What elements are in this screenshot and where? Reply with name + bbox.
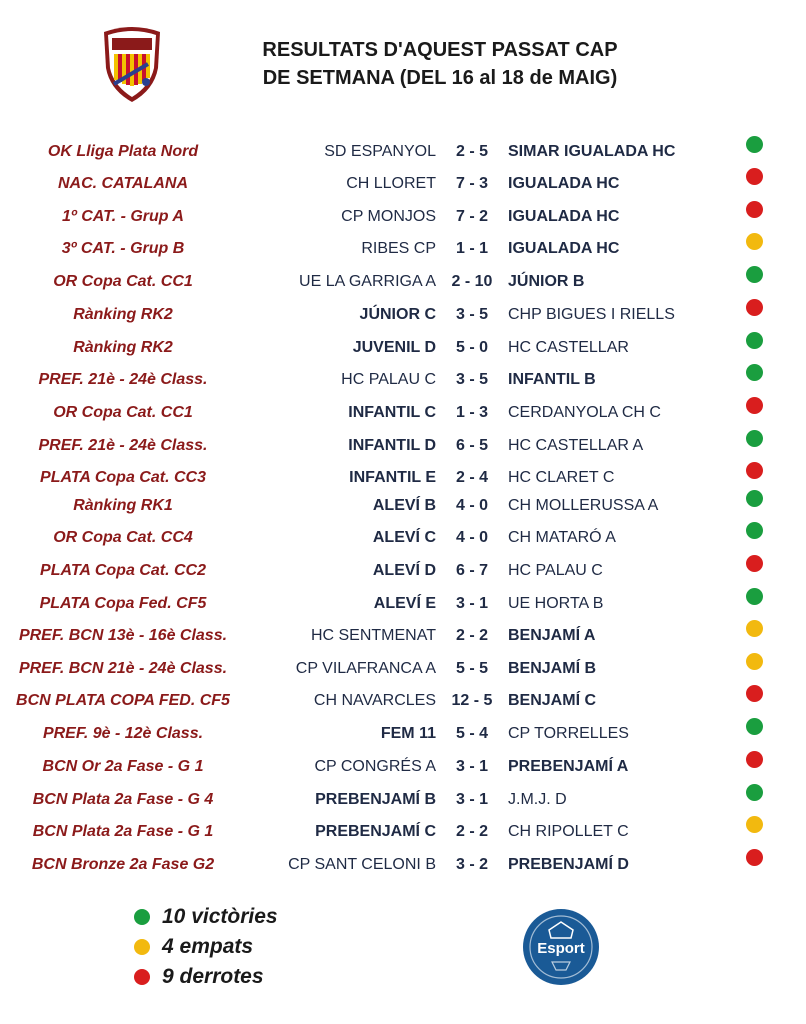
competition-label: BCN PLATA COPA FED. CF5 <box>16 692 230 709</box>
result-dot-icon <box>746 332 763 349</box>
score: 3 - 1 <box>455 791 488 808</box>
result-dot-icon <box>746 233 763 250</box>
red-dot-icon <box>134 969 150 985</box>
score: 2 - 2 <box>455 627 488 644</box>
score: 6 - 5 <box>455 437 488 454</box>
away-team: CHP BIGUES I RIELLS <box>508 306 675 323</box>
home-team: FEM 11 <box>380 725 436 742</box>
result-row <box>0 555 806 587</box>
away-team: HC CASTELLAR <box>508 339 629 356</box>
away-team: CP TORRELLES <box>508 725 629 742</box>
result-row <box>0 620 806 652</box>
home-team: ALEVÍ D <box>372 562 436 579</box>
competition-label: 1º CAT. - Grup A <box>62 208 184 225</box>
green-dot-icon <box>134 909 150 925</box>
legend-losses-label: 9 derrotes <box>162 965 264 988</box>
home-team: CP VILAFRANCA A <box>295 660 436 677</box>
home-team: JUVENIL D <box>352 339 436 356</box>
result-dot-icon <box>746 685 763 702</box>
result-dot-icon <box>746 588 763 605</box>
competition-label: PREF. BCN 13è - 16è Class. <box>18 627 228 644</box>
result-row <box>0 397 806 429</box>
yellow-dot-icon <box>134 939 150 955</box>
score: 3 - 5 <box>455 371 488 388</box>
score: 3 - 1 <box>455 758 488 775</box>
result-dot-icon <box>746 620 763 637</box>
competition-label: BCN Plata 2a Fase - G 1 <box>32 823 214 840</box>
competition-label: PREF. 21è - 24è Class. <box>38 371 208 388</box>
away-team: J.M.J. D <box>508 791 567 808</box>
result-dot-icon <box>746 849 763 866</box>
esport-logo <box>522 908 600 986</box>
page-title <box>200 36 680 92</box>
score: 5 - 0 <box>455 339 488 356</box>
esport-logo-text: Esport <box>537 940 585 957</box>
competition-label: BCN Or 2a Fase - G 1 <box>42 758 204 775</box>
home-team: ALEVÍ B <box>372 497 436 514</box>
away-team: IGUALADA HC <box>508 175 620 192</box>
home-team: RIBES CP <box>361 240 436 257</box>
result-row <box>0 168 806 200</box>
home-team: CH LLORET <box>346 175 436 192</box>
competition-label: OR Copa Cat. CC1 <box>53 404 193 421</box>
away-team: CERDANYOLA CH C <box>508 404 661 421</box>
home-team: PREBENJAMÍ B <box>315 791 436 808</box>
result-dot-icon <box>746 784 763 801</box>
competition-label: 3º CAT. - Grup B <box>61 240 185 257</box>
away-team: BENJAMÍ C <box>508 692 597 709</box>
result-row <box>0 653 806 685</box>
away-team: SIMAR IGUALADA HC <box>508 143 676 160</box>
result-row <box>0 136 806 168</box>
competition-label: NAC. CATALANA <box>57 175 189 192</box>
score: 5 - 5 <box>455 660 488 677</box>
home-team: HC SENTMENAT <box>310 627 436 644</box>
result-dot-icon <box>746 816 763 833</box>
result-dot-icon <box>746 266 763 283</box>
result-dot-icon <box>746 299 763 316</box>
result-row <box>0 718 806 750</box>
away-team: UE HORTA B <box>508 595 604 612</box>
home-team: JÚNIOR C <box>359 306 436 323</box>
away-team: CH MOLLERUSSA A <box>508 497 659 514</box>
score: 3 - 1 <box>455 595 488 612</box>
away-team: CH MATARÓ A <box>508 529 616 546</box>
score: 3 - 5 <box>455 306 488 323</box>
home-team: PREBENJAMÍ C <box>315 823 436 840</box>
result-dot-icon <box>746 653 763 670</box>
legend-draws-label: 4 empats <box>162 935 254 958</box>
competition-label: PREF. 21è - 24è Class. <box>38 437 208 454</box>
score: 7 - 2 <box>455 208 488 225</box>
result-row <box>0 784 806 816</box>
result-dot-icon <box>746 751 763 768</box>
score: 2 - 2 <box>455 823 488 840</box>
home-team: INFANTIL E <box>349 469 436 486</box>
home-team: INFANTIL D <box>348 437 436 454</box>
result-dot-icon <box>746 430 763 447</box>
result-dot-icon <box>746 490 763 507</box>
home-team: ALEVÍ C <box>372 529 436 546</box>
score: 12 - 5 <box>451 692 493 709</box>
title-line-2: DE SETMANA (DEL 16 al 18 de MAIG) <box>262 67 618 89</box>
score: 1 - 1 <box>455 240 488 257</box>
competition-label: BCN Bronze 2a Fase G2 <box>31 856 215 873</box>
score: 2 - 4 <box>455 469 488 486</box>
score: 6 - 7 <box>455 562 488 579</box>
away-team: JÚNIOR B <box>508 273 585 290</box>
score: 2 - 5 <box>455 143 488 160</box>
competition-label: PLATA Copa Cat. CC2 <box>40 562 206 579</box>
result-dot-icon <box>746 397 763 414</box>
away-team: IGUALADA HC <box>508 208 620 225</box>
home-team: CP SANT CELONI B <box>288 856 436 873</box>
competition-label: OR Copa Cat. CC1 <box>53 273 193 290</box>
club-crest-logo <box>96 24 168 104</box>
result-row <box>0 522 806 554</box>
away-team: CH RIPOLLET C <box>508 823 629 840</box>
result-row <box>0 751 806 783</box>
home-team: INFANTIL C <box>348 404 436 421</box>
result-dot-icon <box>746 136 763 153</box>
home-team: UE LA GARRIGA A <box>299 273 436 290</box>
result-dot-icon <box>746 201 763 218</box>
result-row <box>0 685 806 717</box>
score: 5 - 4 <box>455 725 488 742</box>
home-team: SD ESPANYOL <box>324 143 436 160</box>
result-row <box>0 266 806 298</box>
result-row <box>0 364 806 396</box>
home-team: CP MONJOS <box>341 208 436 225</box>
competition-label: PLATA Copa Cat. CC3 <box>40 469 206 486</box>
result-row <box>0 849 806 881</box>
away-team: HC PALAU C <box>508 562 603 579</box>
away-team: PREBENJAMÍ D <box>508 856 629 873</box>
score: 4 - 0 <box>455 497 488 514</box>
away-team: BENJAMÍ A <box>508 627 596 644</box>
score: 2 - 10 <box>451 273 493 290</box>
result-dot-icon <box>746 522 763 539</box>
competition-label: PREF. 9è - 12è Class. <box>42 725 204 742</box>
score: 3 - 2 <box>455 856 488 873</box>
score: 7 - 3 <box>455 175 488 192</box>
result-row <box>0 430 806 462</box>
away-team: HC CASTELLAR A <box>508 437 644 454</box>
home-team: HC PALAU C <box>341 371 436 388</box>
away-team: PREBENJAMÍ A <box>508 758 629 775</box>
legend-wins-label: 10 victòries <box>162 905 278 928</box>
title-line-1: RESULTATS D'AQUEST PASSAT CAP <box>262 39 618 61</box>
result-row <box>0 201 806 233</box>
result-dot-icon <box>746 462 763 479</box>
competition-label: BCN Plata 2a Fase - G 4 <box>32 791 214 808</box>
result-dot-icon <box>746 364 763 381</box>
result-row <box>0 816 806 848</box>
competition-label: Rànking RK2 <box>73 339 173 356</box>
away-team: BENJAMÍ B <box>508 660 597 677</box>
away-team: INFANTIL B <box>508 371 596 388</box>
competition-label: OK Lliga Plata Nord <box>47 143 199 160</box>
home-team: CP CONGRÉS A <box>314 758 436 775</box>
result-dot-icon <box>746 555 763 572</box>
result-row <box>0 588 806 620</box>
away-team: HC CLARET C <box>508 469 615 486</box>
home-team: ALEVÍ E <box>373 595 436 612</box>
result-row <box>0 490 806 522</box>
competition-label: OR Copa Cat. CC4 <box>53 529 193 546</box>
competition-label: PLATA Copa Fed. CF5 <box>39 595 207 612</box>
home-team: CH NAVARCLES <box>313 692 436 709</box>
result-row <box>0 332 806 364</box>
result-dot-icon <box>746 168 763 185</box>
competition-label: Rànking RK1 <box>73 497 173 514</box>
competition-label: PREF. BCN 21è - 24è Class. <box>18 660 228 677</box>
result-dot-icon <box>746 718 763 735</box>
result-row <box>0 299 806 331</box>
away-team: IGUALADA HC <box>508 240 620 257</box>
score: 4 - 0 <box>455 529 488 546</box>
score: 1 - 3 <box>455 404 488 421</box>
result-row <box>0 233 806 265</box>
competition-label: Rànking RK2 <box>73 306 173 323</box>
